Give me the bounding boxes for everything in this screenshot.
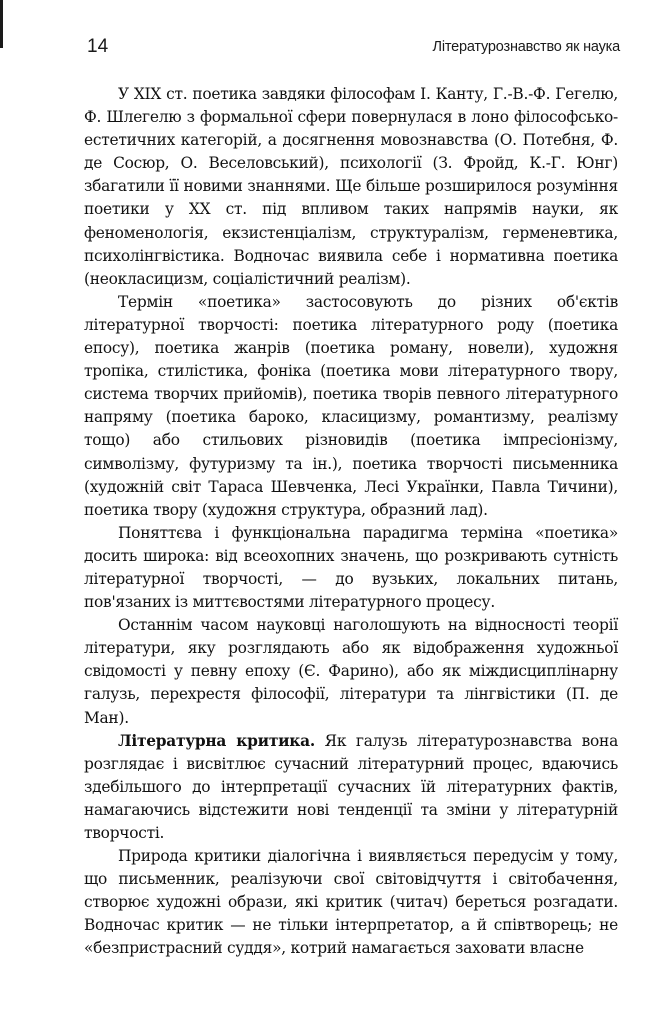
paragraph-text: Як галузь літературознавства вона розглядає і висвітлює сучасний літературний процес, вдаючись здебільшого до інтерпретації сучасних їй літературних фактів, намагаючись відстежити нові тенденції та зміни у літературній творчості. — [84, 731, 618, 842]
paragraph-6 — [84, 845, 618, 960]
page-header — [83, 34, 620, 62]
paragraph-text: Термін «поетика» застосовують до різних об'єктів літературної творчості: поетика літературного роду (поетика епосу), поетика жанрів (поетика роману, новели), художня тропіка, стилістика, фоніка (поетика мови літературного твору, система творчих прийомів), поетика творів певного літературного напряму (поетика бароко, класицизму, романтизму, реалізму тощо) або стильових різновидів (поетика імпресіонізму, символізму, футуризму та ін.), поетика творчості письменника (художній світ Тараса Шевченка, Лесі Українки, Павла Тичини), поетика твору (художня структура, образний лад). — [84, 292, 618, 519]
section-term-literary-criticism: Літературна критика. — [118, 731, 315, 750]
paragraph-text: Поняттєва і функціональна парадигма терміна «поетика» досить широка: від всеохопних значень, що розкривають сутність літературної творчості, — до вузьких, локальних питань, пов'язаних із миттєвостями літературного процесу. — [84, 523, 618, 612]
paragraph-4 — [84, 614, 618, 729]
paragraph-text: Останнім часом науковці наголошують на відносності теорії літератури, яку розглядають або як відображення художньої свідомості у певну епоху (Є. Фарино), або як міждисциплінарну галузь, перехрестя філософії, літератури та лінгвістики (П. де Ман). — [84, 616, 618, 727]
page-edge-mark — [0, 0, 3, 48]
paragraph-5 — [84, 730, 618, 845]
paragraph-text: У XIX ст. поетика завдяки філософам І. Канту, Г.-В.-Ф. Гегелю, Ф. Шлегелю з формальної сфери повернулася в лоно філософсько-естетичних категорій, а досягнення мовознавства (О. Потебня, Ф. де Сосюр, О. Веселовський), психології (З. Фройд, К.-Г. Юнг) збагатили її новими знаннями. Ще більше розширилося розуміння поетики у XX ст. під впливом таких напрямів науки, як феноменологія, екзистенціалізм, структуралізм, герменевтика, психолінгвістика. Водночас виявила себе і нормативна поетика (неокласицизм, соціалістичний реалізм). — [84, 85, 618, 288]
running-title: Літературознавство як наука — [432, 39, 620, 55]
paragraph-1 — [84, 83, 618, 291]
paragraph-text: Природа критики діалогічна і виявляється передусім у тому, що письменник, реалізуючи свої світовідчуття і світобачення, створює художні образи, які критик (читач) береться розгадати. Водночас критик — не тільки інтерпретатор, а й співтворець; не «безпристрасний суддя», котрий намагається заховати власне — [84, 847, 618, 958]
paragraph-3 — [84, 522, 618, 614]
page-number: 14 — [87, 36, 109, 57]
paragraph-2 — [84, 291, 618, 522]
body-text — [84, 83, 618, 961]
